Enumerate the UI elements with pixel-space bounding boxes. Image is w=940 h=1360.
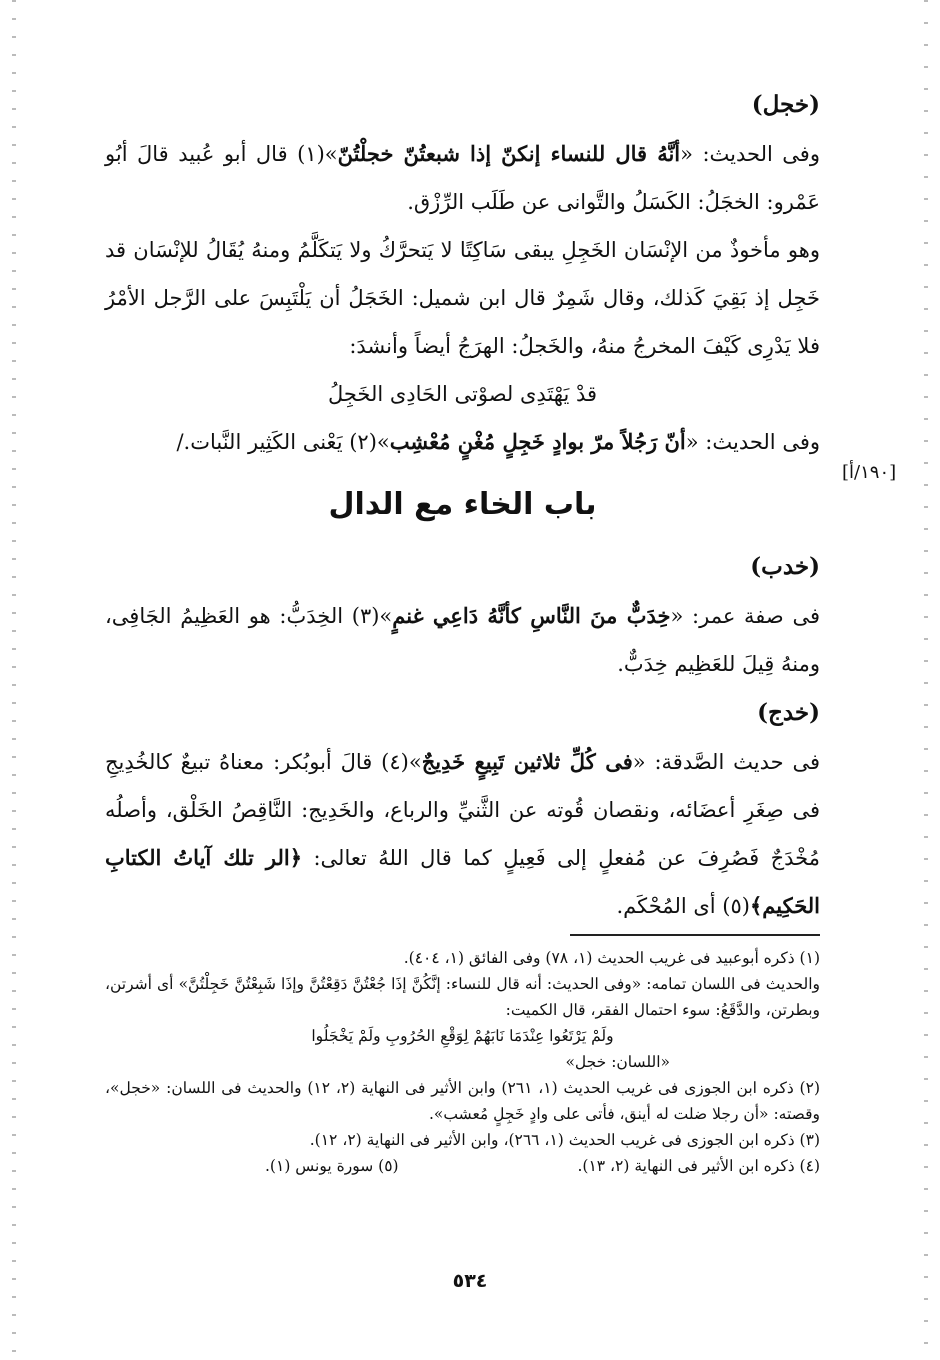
scan-edge-left (12, 0, 16, 1360)
footnotes (105, 945, 820, 1179)
paragraph: وفى الحديث: «أنّ رَجُلاً مرّ بوادٍ خَجِلٍ مُغْنٍ مُعْشِب»(٢) يَعْنى الكَثِير النَّبات./ (176, 429, 820, 454)
hadith-quote: ﴿الر تلك آياتُ الكتابِ الحَكِيم﴾ (105, 845, 820, 918)
footnote-1-detail: والحديث فى اللسان تمامه: «وفى الحديث: أنه قال للنساء: إنَّكُنَّ إذَا جُعْتُنَّ دَقِعْتُنَّ وإذَا شَبِعْتُنَّ خَجِلْتُنَّ» أى أشرتن، وبطرتن، والدَّقَعُ: سوء احتمال الفقر، قال الكميت: (105, 975, 820, 1019)
entry-headword-khadab: (خدب) (750, 553, 820, 580)
footnote-3: (٣) ذكره ابن الجوزى فى غريب الحديث (١، ٢٦٦)، وابن الأثير فى النهاية (٢، ١٢). (309, 1131, 820, 1149)
footnote-1: (١) ذكره أبوعبيد فى غريب الحديث (١، ٧٨) وفى الفائق (١، ٤٠٤). (403, 949, 820, 967)
entry-headword-khadaj: (خدج) (757, 699, 820, 726)
entry-headword-khajal: (خجل) (751, 91, 820, 118)
paragraph: فى حديث الصَّدقة: «فى كُلِّ ثلاثين تَبِيعٍ خَدِيجٌ»(٤) قالَ أبوبُكر: معناهُ تبيعٌ كالخُدِيجِ فى صِغَرِ أعضَائه، ونقصان قُوته عن الثَّنيِّ والرباع، والخَدِيج: النَّاقِصُ الخَلْق، وأصلُه مُخْدَجٌ فَصُرِفَ عن مُفعلٍ إلى فَعِيلٍ كما قال اللهُ تعالى: ﴿الر تلك آياتُ الكتابِ الحَكِيم﴾(٥) أى المُحْكَم. (105, 749, 821, 918)
footnote-1-source: «اللسان: خجل» (565, 1053, 670, 1071)
footnote-1-verse: ولَمْ يَرْتَعُوا عِنْدَمَا نَابَهُمْ لِوَقْعِ الحُرُوبِ ولَمْ يَخْجَلُوا (311, 1027, 614, 1045)
main-text (105, 80, 820, 930)
verse-line: قدْ يَهْتَدِى لصوْتى الحَادِى الخَجِلُ (327, 382, 598, 406)
paragraph: وهو مأخوذٌ من الإنْسَان الخَجِلِ يبقى سَاكِتًا لا يَتحرَّكُ ولا يَتكَلَّمُ ومنهُ يُقَالُ للإنْسَان قد خَجِل إذ بَقِيَ كَذلك، وقال شَمِرٌ قال ابن شميل: الخَجَلُ أن يَلْتَبِسَ على الرَّجل الأمْرُ فلا يَدْرِى كَيْفَ المخرجُ منهُ، والخَجلُ: الهرَجُ أيضاً وأنشدَ: (105, 238, 820, 358)
footnote-rule (570, 934, 820, 936)
page-number: ٥٣٤ (452, 1270, 488, 1292)
footnote-2: (٢) ذكره ابن الجوزى فى غريب الحديث (١، ٢٦١) وابن الأثير فى النهاية (٢، ١٢) والحديث فى اللسان: «خجل»، وقصته: «أن رجلا ضلت له أينق، فأتى على وادٍ خَجِلٍ مُعشب». (105, 1079, 820, 1123)
hadith-quote: أنّ رَجُلاً مرّ بوادٍ خَجِلٍ مُغْنٍ مُعْشِب (389, 429, 686, 454)
paragraph: وفى الحديث: «أنَّهُ قال للنساء إنكنّ إذا شبعتُنّ خجلْتُنّ»(١) قال أبو عُبيد قالَ أبُو عَمْرو: الخجَلُ: الكَسَلُ والتَّوانى عن طَلَب الرِّزْق. (105, 141, 820, 214)
footnote-5: (٥) سورة يونس (١). (265, 1157, 399, 1175)
footnote-4: (٤) ذكره ابن الأثير فى النهاية (٢، ١٣). (577, 1157, 820, 1175)
footnote-row (105, 1153, 820, 1179)
scan-edge-right (924, 0, 928, 1360)
hadith-quote: أنَّهُ قال للنساء إنكنّ إذا شبعتُنّ خجلْتُنّ (337, 141, 681, 166)
paragraph: فى صفة عمر: «خِدَبٌّ منَ النَّاسِ كأنَّهُ دَاعِي غنمٍ»(٣) الخِدَبُّ: هو العَظِيمُ الجَافِى، ومنهُ قِيلَ للعَظِيم خِدَبٌّ. (105, 603, 820, 676)
chapter-title: باب الخاء مع الدال (328, 487, 597, 522)
folio-marker: [١٩٠/أ] (842, 462, 897, 483)
hadith-quote: خِدَبٌّ منَ النَّاسِ كأنَّهُ دَاعِي غنمٍ (392, 603, 671, 628)
hadith-quote: فى كُلِّ ثلاثين تَبِيعٍ خَدِيجٌ (421, 749, 633, 774)
